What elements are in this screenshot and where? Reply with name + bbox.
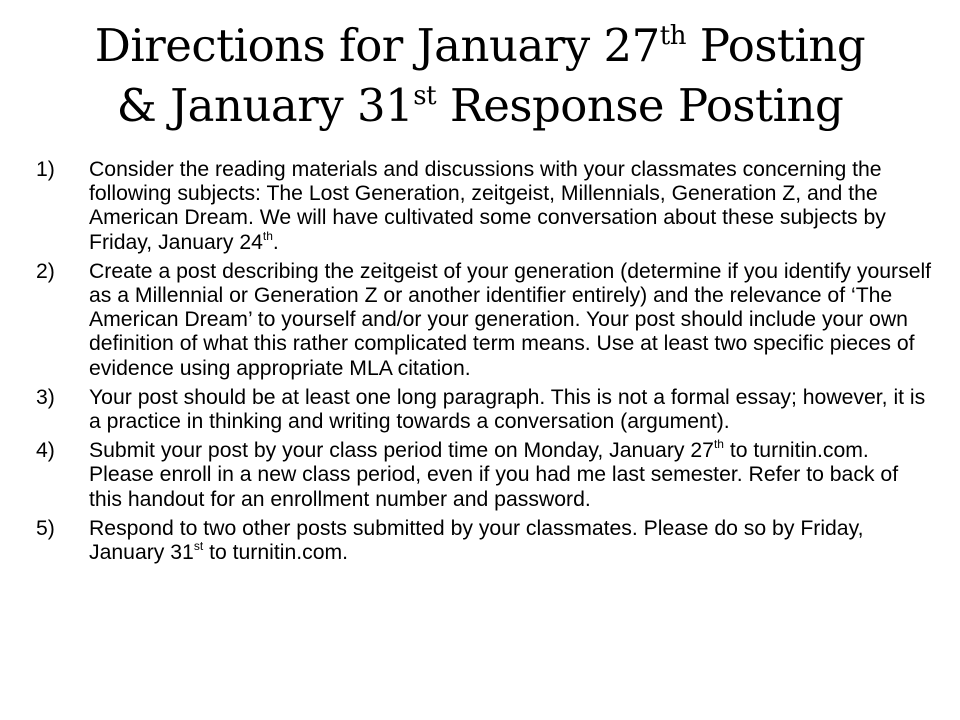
list-item-superscript: th bbox=[262, 228, 273, 243]
slide-title bbox=[40, 16, 920, 136]
title-line-1-text-end: Posting bbox=[685, 19, 866, 72]
list-item-number: 4) bbox=[36, 439, 55, 463]
list-item-number: 2) bbox=[36, 259, 55, 283]
list-item-number: 3) bbox=[36, 385, 55, 409]
list-item-number: 1) bbox=[36, 158, 55, 181]
list-item-text: Respond to two other posts submitted by your classmates. Please do so by Friday, January 31 bbox=[89, 516, 864, 565]
list-item-text: Your post should be at least one long paragraph. This is not a formal essay; however, it is a practice in thinking and writing towards a conversation (argument). bbox=[89, 385, 926, 434]
title-line-1-text: Directions for January 27 bbox=[94, 19, 660, 72]
title-line-1-superscript: th bbox=[659, 21, 686, 51]
list-item bbox=[36, 260, 936, 381]
list-item-superscript: st bbox=[193, 539, 204, 554]
list-item-text-end: to turnitin.com. bbox=[203, 541, 349, 565]
list-item-text-end: . bbox=[272, 230, 279, 254]
list-item bbox=[36, 158, 936, 255]
list-item bbox=[36, 517, 936, 565]
list-item bbox=[36, 386, 936, 434]
list-item-text-end: to turnitin.com. Please enroll in a new class period, even if you had me last semester. Refer to back of this handout for an enrollment number and password. bbox=[89, 439, 899, 511]
title-line-2-superscript: st bbox=[413, 81, 437, 111]
list-item-text: Consider the reading materials and discussions with your classmates concerning the following subjects: The Lost Generation, zeitgeist, Millennials, Generation Z, and the American Dream. We will have cultivated some conversation about these subjects by Friday, January 24 bbox=[89, 158, 886, 254]
title-line-2-text: & January 31 bbox=[116, 79, 414, 132]
title-line-2 bbox=[40, 76, 920, 136]
list-item-superscript: th bbox=[713, 437, 724, 452]
list-item bbox=[36, 439, 936, 512]
list-item-number: 5) bbox=[36, 516, 55, 540]
list-item-text: Create a post describing the zeitgeist of your generation (determine if you identify yourself as a Millennial or Generation Z or another identifier entirely) and the relevance of ‘The American Dream’ to yourself and/or your generation. Your post should include your own definition of what this rather complicated term means. Use at least two specific pieces of evidence using appropriate MLA citation. bbox=[89, 259, 932, 380]
list-item-text: Submit your post by your class period time on Monday, January 27 bbox=[89, 439, 714, 463]
title-line-2-text-end: Response Posting bbox=[436, 79, 844, 132]
title-line-1 bbox=[40, 16, 920, 76]
directions-list bbox=[36, 158, 936, 570]
